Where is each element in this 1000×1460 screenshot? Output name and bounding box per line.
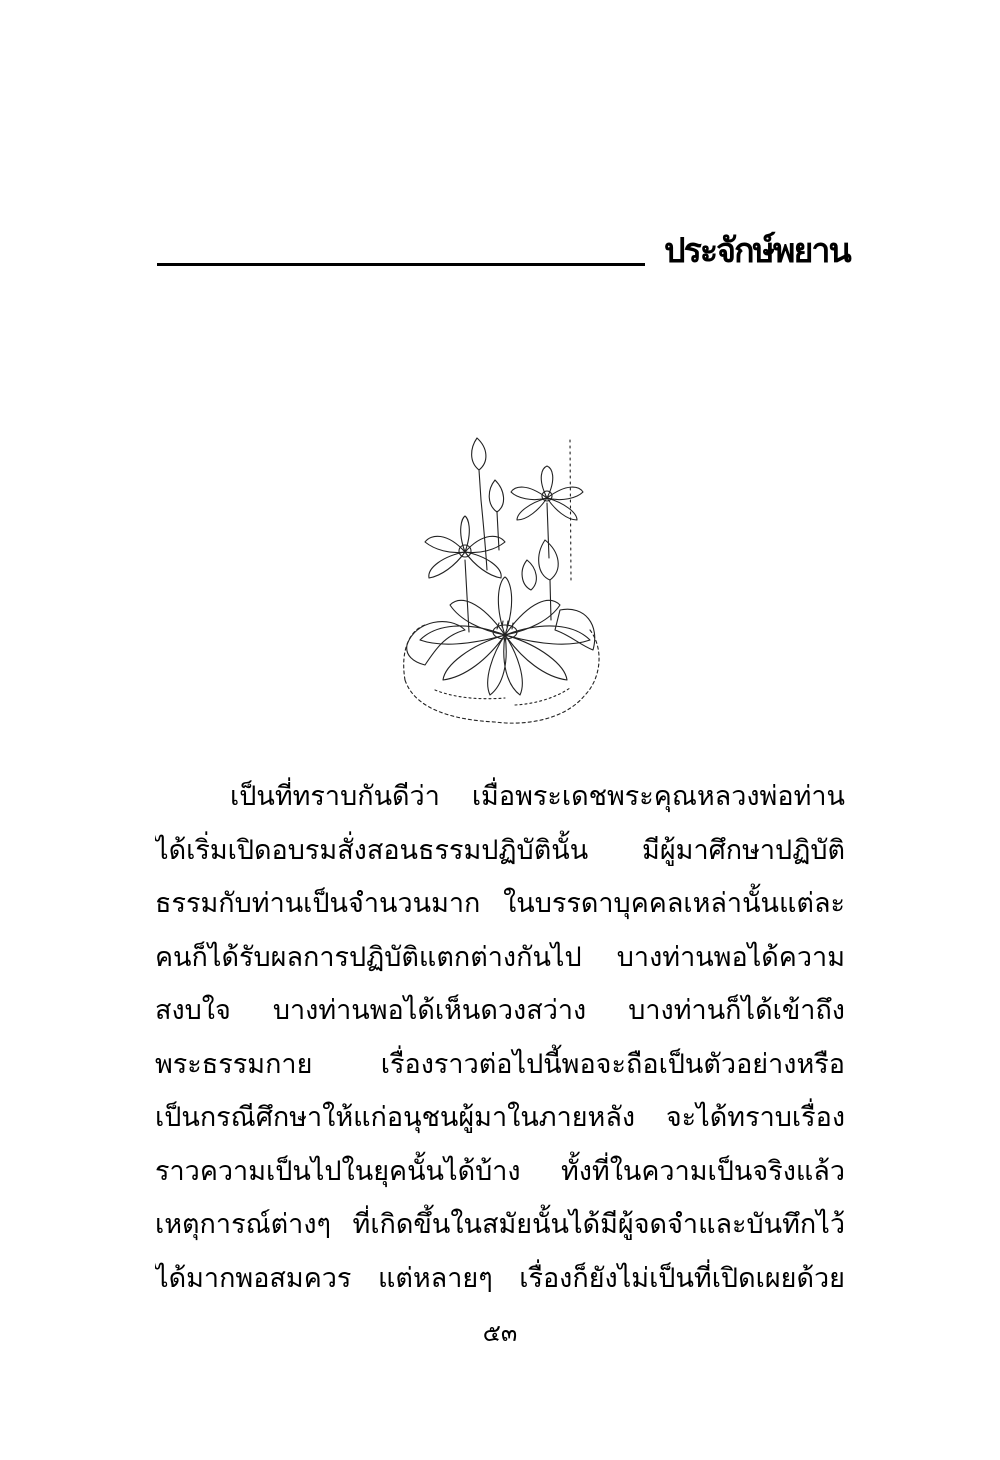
paragraph-line: คนก็ได้รับผลการปฏิบัติแตกต่างกันไป บางท่านพอได้ความ bbox=[155, 941, 845, 973]
chapter-title: ประจักษ์พยาน bbox=[664, 231, 850, 271]
paragraph-line: เหตุการณ์ต่างๆ ที่เกิดขึ้นในสมัยนั้นได้มีผู้จดจำและบันทึกไว้ bbox=[155, 1209, 845, 1240]
body-text bbox=[155, 770, 845, 1305]
paragraph-line: ได้มากพอสมควร แต่หลายๆ เรื่องก็ยังไม่เป็นที่เปิดเผยด้วย bbox=[155, 1262, 845, 1294]
paragraph-line: ราวความเป็นไปในยุคนั้นได้บ้าง ทั้งที่ในความเป็นจริงแล้ว bbox=[155, 1155, 845, 1187]
paragraph-line: เป็นกรณีศึกษาให้แก่อนุชนผู้มาในภายหลัง จะได้ทราบเรื่อง bbox=[155, 1102, 845, 1133]
paragraph-line: สงบใจ บางท่านพอได้เห็นดวงสว่าง บางท่านก็ได้เข้าถึง bbox=[155, 995, 845, 1026]
header-rule bbox=[157, 263, 645, 266]
lotus-flowers-drawing-icon bbox=[395, 430, 605, 730]
paragraph-line: ได้เริ่มเปิดอบรมสั่งสอนธรรมปฏิบัตินั้น มีผู้มาศึกษาปฏิบัติ bbox=[155, 834, 845, 866]
paragraph-line: ธรรมกับท่านเป็นจำนวนมาก ในบรรดาบุคคลเหล่านั้นแต่ละ bbox=[155, 888, 845, 919]
paragraph-line: พระธรรมกาย เรื่องราวต่อไปนี้พอจะถือเป็นตัวอย่างหรือ bbox=[155, 1048, 845, 1080]
page-number: ๕๓ bbox=[482, 1319, 518, 1347]
paragraph-line: เป็นที่ทราบกันดีว่า เมื่อพระเดชพระคุณหลวงพ่อท่าน bbox=[230, 781, 845, 812]
